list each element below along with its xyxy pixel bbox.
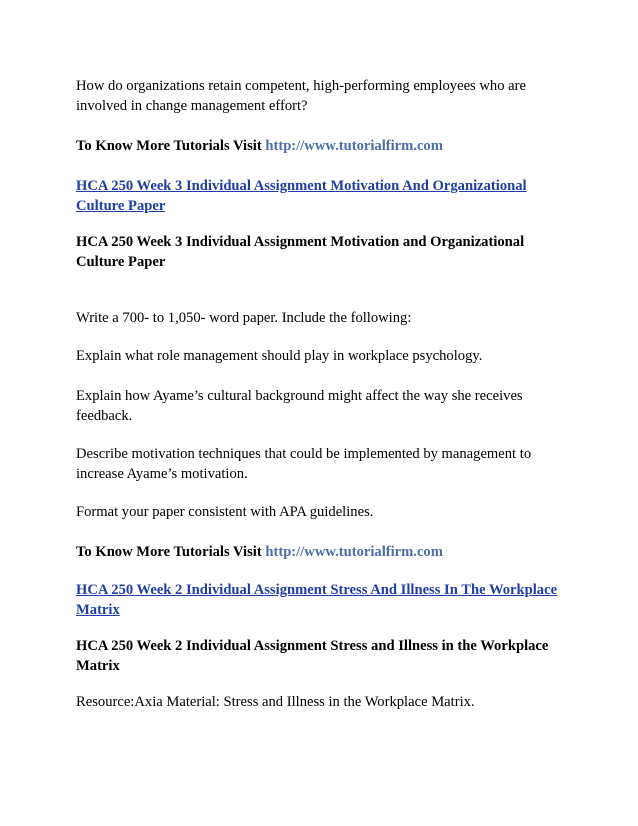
promo-line bbox=[76, 542, 576, 562]
week3-item: Explain what role management should play in workplace psychology. bbox=[76, 348, 483, 364]
week3-instruction: Write a 700- to 1,050- word paper. Include the following: bbox=[76, 310, 412, 326]
week3-link[interactable]: HCA 250 Week 3 Individual Assignment Motivation And Organizational Culture Paper bbox=[76, 178, 527, 214]
week2-resource: Resource:Axia Material: Stress and Illness in the Workplace Matrix. bbox=[76, 694, 475, 710]
promo-url[interactable]: http://www.tutorialfirm.com bbox=[265, 544, 443, 560]
week2-heading: HCA 250 Week 2 Individual Assignment Stress and Illness in the Workplace Matrix bbox=[76, 638, 549, 674]
week2-link[interactable]: HCA 250 Week 2 Individual Assignment Stress And Illness In The Workplace Matrix bbox=[76, 582, 558, 618]
promo-line bbox=[76, 136, 576, 156]
promo-url[interactable]: http://www.tutorialfirm.com bbox=[265, 138, 443, 154]
week3-heading: HCA 250 Week 3 Individual Assignment Motivation and Organizational Culture Paper bbox=[76, 234, 525, 270]
intro-question: How do organizations retain competent, high-performing employees who are involved in change management effort? bbox=[76, 78, 526, 114]
week3-item: Explain how Ayame’s cultural background might affect the way she receives feedback. bbox=[76, 388, 523, 424]
week3-item: Format your paper consistent with APA guidelines. bbox=[76, 504, 374, 520]
promo-label: To Know More Tutorials Visit bbox=[76, 544, 262, 560]
week3-item: Describe motivation techniques that could be implemented by management to increase Ayame’s motivation. bbox=[76, 446, 532, 482]
promo-label: To Know More Tutorials Visit bbox=[76, 138, 262, 154]
